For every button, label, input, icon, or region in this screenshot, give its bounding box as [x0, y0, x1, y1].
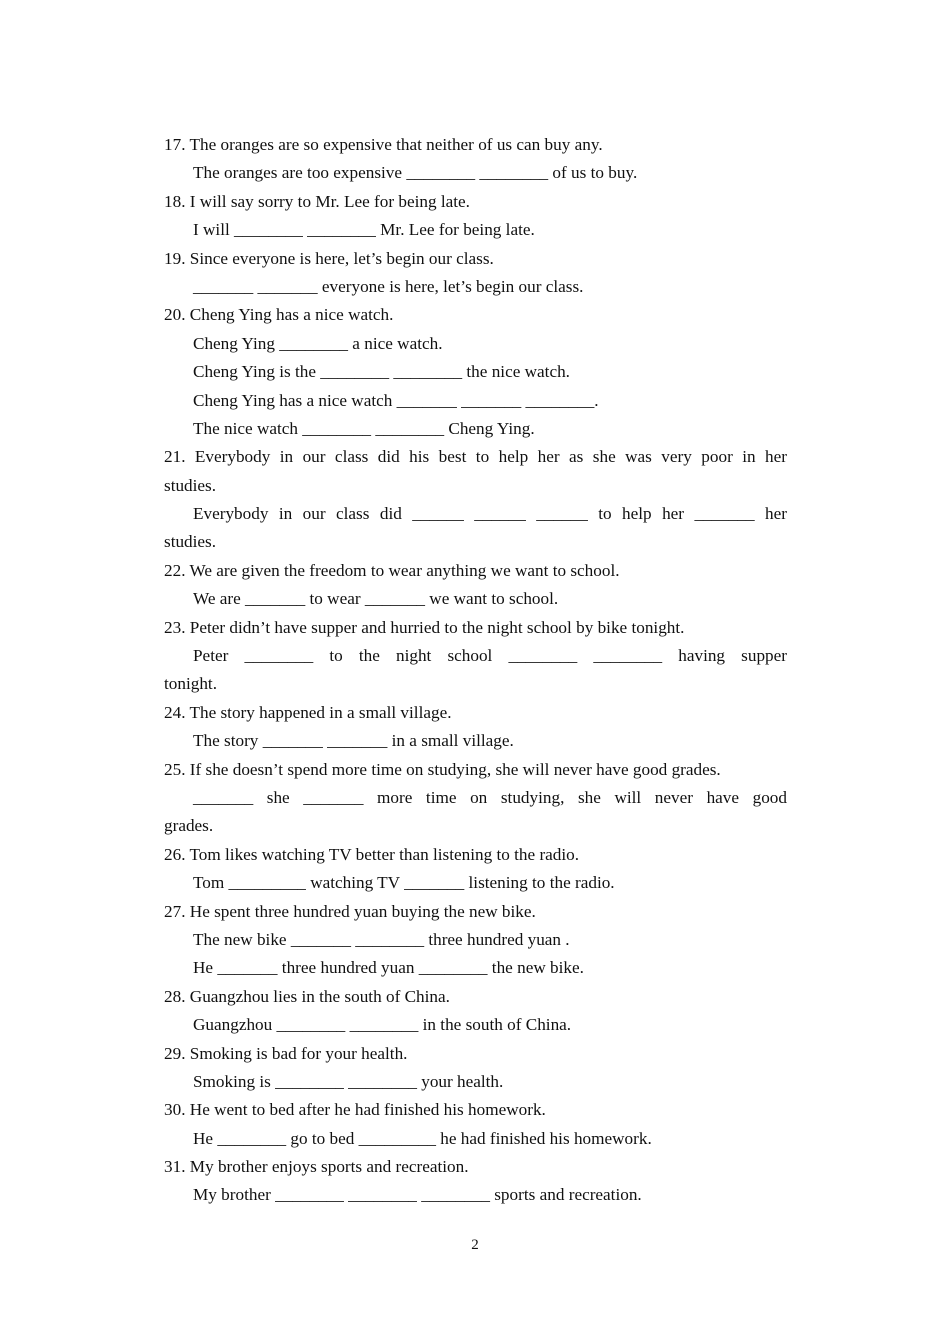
question-26: 26. Tom likes watching TV better than listening to the radio.	[164, 844, 580, 864]
answer-line-20d: The nice watch ________ ________ Cheng Ying.	[193, 418, 535, 438]
question-30: 30. He went to bed after he had finished his homework.	[164, 1100, 546, 1120]
answer-line-24: The story _______ _______ in a small village.	[193, 731, 514, 751]
question-17: 17. The oranges are so expensive that neither of us can buy any.	[164, 135, 603, 154]
question-21-continued: studies.	[164, 475, 217, 495]
answer-line-27b: He _______ three hundred yuan ________ the new bike.	[193, 958, 584, 978]
answer-line-21: Everybody in our class did ______ ______ ______ to help her _______ her	[193, 504, 787, 524]
question-27: 27. He spent three hundred yuan buying the new bike.	[164, 901, 536, 921]
answer-line-23-continued: tonight.	[164, 674, 217, 694]
answer-line-31: My brother ________ ________ ________ sports and recreation.	[193, 1185, 642, 1205]
answer-line-29: Smoking is ________ ________ your health.	[193, 1071, 504, 1091]
question-22: 22. We are given the freedom to wear anything we want to school.	[164, 560, 620, 580]
answer-line-20a: Cheng Ying ________ a nice watch.	[193, 333, 443, 353]
question-28: 28. Guangzhou lies in the south of China.	[164, 986, 450, 1006]
question-31: 31. My brother enjoys sports and recreation.	[164, 1157, 469, 1177]
question-23: 23. Peter didn’t have supper and hurried to the night school by bike tonight.	[164, 617, 685, 637]
answer-line-23: Peter ________ to the night school ________ ________ having supper	[193, 646, 787, 666]
answer-line-18: I will ________ ________ Mr. Lee for being late.	[193, 220, 535, 240]
question-20: 20. Cheng Ying has a nice watch.	[164, 305, 394, 325]
answer-line-25-continued: grades.	[164, 816, 214, 836]
exercise-list	[164, 131, 787, 1210]
answer-line-25: _______ she _______ more time on studying, she will never have good	[193, 787, 787, 807]
answer-line-17: The oranges are too expensive ________ ________ of us to buy.	[193, 163, 638, 183]
question-21: 21. Everybody in our class did his best to help her as she was very poor in her	[164, 447, 787, 467]
answer-line-22: We are _______ to wear _______ we want to school.	[193, 589, 559, 609]
answer-line-20c: Cheng Ying has a nice watch _______ _______ ________.	[193, 390, 599, 410]
question-19: 19. Since everyone is here, let’s begin our class.	[164, 248, 494, 268]
answer-line-27a: The new bike _______ ________ three hundred yuan .	[193, 929, 570, 949]
answer-line-26: Tom _________ watching TV _______ listening to the radio.	[193, 873, 615, 893]
answer-line-28: Guangzhou ________ ________ in the south of China.	[193, 1015, 572, 1035]
answer-line-30: He ________ go to bed _________ he had finished his homework.	[193, 1128, 652, 1148]
question-18: 18. I will say sorry to Mr. Lee for being late.	[164, 191, 470, 211]
page-number: 2	[471, 1237, 479, 1253]
answer-line-19: _______ _______ everyone is here, let’s begin our class.	[193, 276, 584, 296]
question-29: 29. Smoking is bad for your health.	[164, 1043, 408, 1063]
answer-line-21-continued: studies.	[164, 532, 217, 552]
question-25: 25. If she doesn’t spend more time on studying, she will never have good grades.	[164, 759, 721, 779]
answer-line-20b: Cheng Ying is the ________ ________ the nice watch.	[193, 362, 570, 382]
question-24: 24. The story happened in a small village.	[164, 702, 452, 722]
